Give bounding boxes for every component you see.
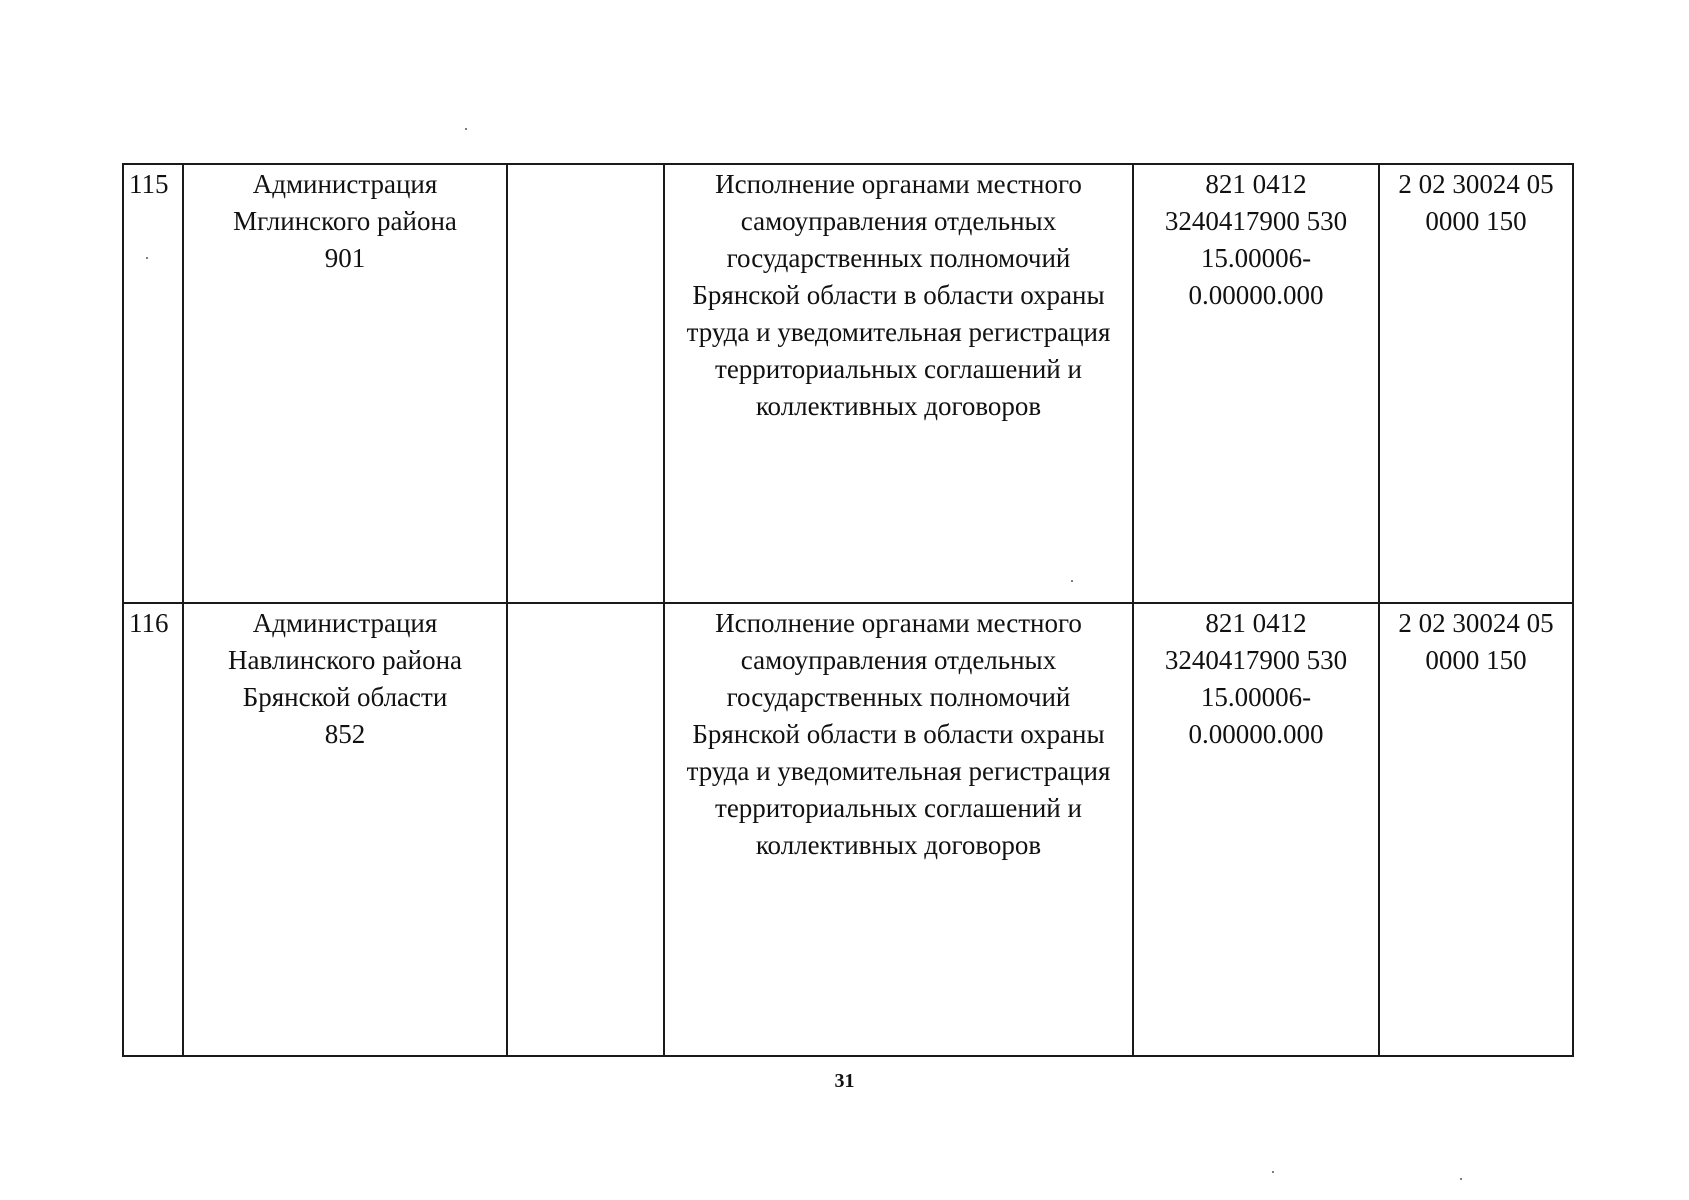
empty-cell: [507, 603, 664, 1056]
scan-speck: [1460, 1178, 1462, 1180]
purpose-line: Исполнение органами местного: [715, 608, 1082, 638]
purpose-line: самоуправления отдельных: [740, 206, 1057, 236]
scan-speck: [465, 128, 467, 130]
recipient-line: Навлинского района: [228, 645, 462, 675]
budget-code-line: 3240417900 530: [1164, 206, 1348, 236]
budget-code-line: 3240417900 530: [1164, 645, 1348, 675]
recipient-line: Брянской области: [242, 682, 448, 712]
row-number-cell: 116: [123, 603, 183, 1056]
budget-code-cell: [1133, 164, 1379, 603]
scan-speck: [1272, 1171, 1274, 1173]
revenue-code-line: 0000 150: [1425, 645, 1527, 675]
budget-code-line: 15.00006-: [1200, 682, 1312, 712]
purpose-line: территориальных соглашений и: [715, 793, 1082, 823]
purpose-line: государственных полномочий: [726, 682, 1071, 712]
revenue-code-cell: [1379, 603, 1573, 1056]
purpose-cell: [664, 164, 1133, 603]
purpose-line: самоуправления отдельных: [740, 645, 1057, 675]
recipient-cell: [183, 603, 507, 1056]
revenue-code-line: 2 02 30024 05: [1398, 608, 1554, 638]
scan-speck: [1071, 580, 1073, 582]
purpose-line: труда и уведомительная регистрация: [686, 756, 1111, 786]
purpose-line: Брянской области в области охраны: [692, 280, 1105, 310]
purpose-line: труда и уведомительная регистрация: [686, 317, 1111, 347]
budget-code-cell: [1133, 603, 1379, 1056]
budget-code-line: 0.00000.000: [1188, 719, 1324, 749]
recipient-cell: [183, 164, 507, 603]
budget-table: [122, 163, 1574, 1057]
purpose-line: Исполнение органами местного: [715, 169, 1082, 199]
row-number-cell: 115: [123, 164, 183, 603]
revenue-code-line: 2 02 30024 05: [1398, 169, 1554, 199]
page-number: 31: [834, 1070, 855, 1092]
recipient-line: Администрация: [252, 169, 438, 199]
purpose-line: государственных полномочий: [726, 243, 1071, 273]
recipient-line: 901: [324, 243, 366, 273]
budget-code-line: 821 0412: [1205, 608, 1307, 638]
purpose-line: Брянской области в области охраны: [692, 719, 1105, 749]
purpose-cell: [664, 603, 1133, 1056]
purpose-line: коллективных договоров: [755, 830, 1042, 860]
revenue-code-line: 0000 150: [1425, 206, 1527, 236]
budget-code-line: 821 0412: [1205, 169, 1307, 199]
empty-cell: [507, 164, 664, 603]
table-row: [123, 603, 1573, 1056]
budget-code-line: 15.00006-: [1200, 243, 1312, 273]
budget-code-line: 0.00000.000: [1188, 280, 1324, 310]
table-row: [123, 164, 1573, 603]
purpose-line: коллективных договоров: [755, 391, 1042, 421]
revenue-code-cell: [1379, 164, 1573, 603]
scan-speck: [146, 257, 148, 259]
recipient-line: Мглинского района: [233, 206, 457, 236]
recipient-line: 852: [324, 719, 366, 749]
recipient-line: Администрация: [252, 608, 438, 638]
purpose-line: территориальных соглашений и: [715, 354, 1082, 384]
